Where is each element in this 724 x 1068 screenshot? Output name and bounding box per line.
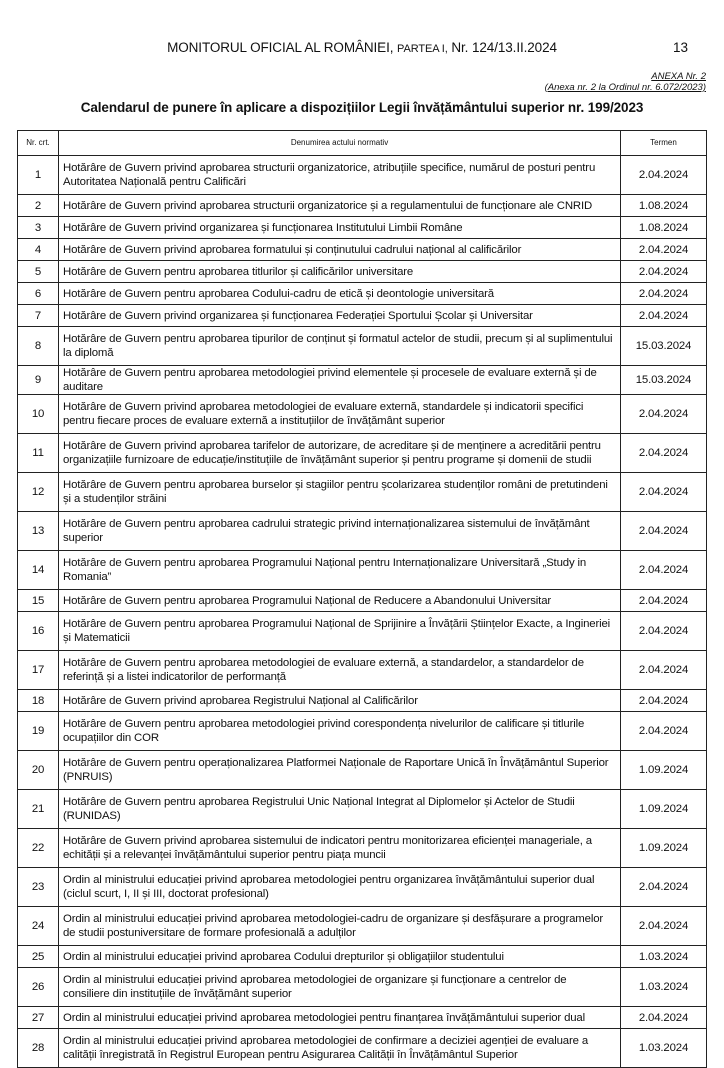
row-number: 19 — [18, 712, 59, 751]
row-number: 6 — [18, 283, 59, 305]
term-date: 1.03.2024 — [621, 946, 707, 968]
term-date: 1.09.2024 — [621, 790, 707, 829]
table-row — [18, 790, 707, 829]
row-number: 11 — [18, 434, 59, 473]
table-row — [18, 217, 707, 239]
act-name: Hotărâre de Guvern pentru aprobarea Programului Național de Sprijinire a Învățării Științelor Exacte, a Ingineriei și Matematicii — [59, 612, 621, 651]
publication-name: MONITORUL OFICIAL AL ROMÂNIEI, — [167, 40, 394, 55]
calendar-table — [17, 130, 707, 1068]
term-date: 2.04.2024 — [621, 261, 707, 283]
act-name: Hotărâre de Guvern privind aprobarea formatului și conținutului cadrului național al calificărilor — [59, 239, 621, 261]
act-name: Hotărâre de Guvern privind aprobarea metodologiei de evaluare externă, standardele și indicatorii specifici pentru fiecare proces de evaluare externă a instituțiilor de învățământ superior — [59, 395, 621, 434]
row-number: 10 — [18, 395, 59, 434]
table-row — [18, 261, 707, 283]
annex-reference: (Anexa nr. 2 la Ordinul nr. 6.072/2023) — [544, 82, 706, 93]
table-row — [18, 612, 707, 651]
row-number: 26 — [18, 968, 59, 1007]
row-number: 16 — [18, 612, 59, 651]
act-name: Ordin al ministrului educației privind aprobarea metodologiei pentru organizarea învățământului superior dual (ciclul scurt, I, II și III, doctorat profesional) — [59, 868, 621, 907]
term-date: 2.04.2024 — [621, 305, 707, 327]
table-row — [18, 195, 707, 217]
page-number: 13 — [672, 40, 688, 55]
table-row — [18, 868, 707, 907]
act-name: Hotărâre de Guvern privind aprobarea structurii organizatorice, atribuțiile specifice, numărul de posturi pentru Autoritatea Națională pentru Calificări — [59, 156, 621, 195]
row-number: 28 — [18, 1029, 59, 1068]
table-row — [18, 366, 707, 395]
act-name: Hotărâre de Guvern pentru aprobarea Programului Național de Reducere a Abandonului Universitar — [59, 590, 621, 612]
row-number: 12 — [18, 473, 59, 512]
annex-number: ANEXA Nr. 2 — [651, 71, 706, 82]
term-date: 2.04.2024 — [621, 1007, 707, 1029]
act-name: Hotărâre de Guvern pentru aprobarea metodologiei privind elementele și procesele de evaluare externă și de auditare — [59, 366, 621, 395]
term-date: 2.04.2024 — [621, 612, 707, 651]
term-date: 1.08.2024 — [621, 195, 707, 217]
table-row — [18, 590, 707, 612]
column-header-nr: Nr. crt. — [18, 131, 59, 156]
row-number: 25 — [18, 946, 59, 968]
act-name: Ordin al ministrului educației privind aprobarea metodologiei-cadru de organizare și desfășurare a programelor de studii postuniversitare de formare profesională a adulților — [59, 907, 621, 946]
row-number: 15 — [18, 590, 59, 612]
publication-issue: Nr. 124/13.II.2024 — [451, 40, 557, 55]
table-row — [18, 651, 707, 690]
term-date: 2.04.2024 — [621, 512, 707, 551]
term-date: 2.04.2024 — [621, 473, 707, 512]
act-name: Hotărâre de Guvern pentru aprobarea metodologiei privind corespondența nivelurilor de calificare și titlurile ocupațiilor din COR — [59, 712, 621, 751]
term-date: 2.04.2024 — [621, 907, 707, 946]
act-name: Hotărâre de Guvern pentru aprobarea cadrului strategic privind internaționalizarea sistemului de învățământ superior — [59, 512, 621, 551]
table-row — [18, 551, 707, 590]
row-number: 18 — [18, 690, 59, 712]
table-row — [18, 1029, 707, 1068]
term-date: 2.04.2024 — [621, 156, 707, 195]
term-date: 1.08.2024 — [621, 217, 707, 239]
row-number: 5 — [18, 261, 59, 283]
table-body — [18, 156, 707, 1068]
table-row — [18, 239, 707, 261]
term-date: 2.04.2024 — [621, 395, 707, 434]
term-date: 1.03.2024 — [621, 1029, 707, 1068]
row-number: 3 — [18, 217, 59, 239]
term-date: 2.04.2024 — [621, 239, 707, 261]
row-number: 27 — [18, 1007, 59, 1029]
table-row — [18, 305, 707, 327]
publication-header — [0, 40, 724, 55]
row-number: 20 — [18, 751, 59, 790]
table-row — [18, 829, 707, 868]
term-date: 2.04.2024 — [621, 868, 707, 907]
act-name: Ordin al ministrului educației privind aprobarea metodologiei pentru finanțarea învățământului superior dual — [59, 1007, 621, 1029]
term-date: 15.03.2024 — [621, 366, 707, 395]
table-header-row — [18, 131, 707, 156]
term-date: 1.03.2024 — [621, 968, 707, 1007]
row-number: 23 — [18, 868, 59, 907]
term-date: 2.04.2024 — [621, 434, 707, 473]
publication-part: PARTEA I, — [397, 43, 448, 55]
annex-label — [545, 71, 706, 93]
column-header-term: Termen — [621, 131, 707, 156]
term-date: 1.09.2024 — [621, 751, 707, 790]
row-number: 8 — [18, 327, 59, 366]
table-row — [18, 395, 707, 434]
term-date: 2.04.2024 — [621, 551, 707, 590]
term-date: 2.04.2024 — [621, 651, 707, 690]
term-date: 15.03.2024 — [621, 327, 707, 366]
act-name: Hotărâre de Guvern privind aprobarea sistemului de indicatori pentru monitorizarea eficienței manageriale, a echității și a relevanței învățământului superior pentru piața muncii — [59, 829, 621, 868]
term-date: 2.04.2024 — [621, 590, 707, 612]
table-row — [18, 907, 707, 946]
table-row — [18, 1007, 707, 1029]
act-name: Ordin al ministrului educației privind aprobarea Codului drepturilor și obligațiilor studentului — [59, 946, 621, 968]
table-row — [18, 512, 707, 551]
row-number: 17 — [18, 651, 59, 690]
row-number: 4 — [18, 239, 59, 261]
row-number: 9 — [18, 366, 59, 395]
row-number: 7 — [18, 305, 59, 327]
act-name: Hotărâre de Guvern privind aprobarea tarifelor de autorizare, de acreditare și de menținere a acreditării pentru organizațiile furnizoare de educație/instituțiile de învățământ superior și pentru programe și domenii de studii — [59, 434, 621, 473]
act-name: Hotărâre de Guvern pentru operaționalizarea Platformei Naționale de Raportare Unică în Învățământul Superior (PNRUIS) — [59, 751, 621, 790]
document-title: Calendarul de punere în aplicare a dispozițiilor Legii învățământului superior nr. 199/2023 — [80, 100, 644, 115]
term-date: 2.04.2024 — [621, 690, 707, 712]
row-number: 1 — [18, 156, 59, 195]
column-header-name: Denumirea actului normativ — [59, 131, 621, 156]
table-row — [18, 690, 707, 712]
table-row — [18, 946, 707, 968]
act-name: Ordin al ministrului educației privind aprobarea metodologiei de confirmare a deciziei agenției de evaluare a calității înregistrată în Registrul European pentru Asigurarea Calității în Învățământul Superior — [59, 1029, 621, 1068]
act-name: Hotărâre de Guvern privind organizarea și funcționarea Federației Sportului Școlar și Universitar — [59, 305, 621, 327]
row-number: 21 — [18, 790, 59, 829]
term-date: 2.04.2024 — [621, 712, 707, 751]
table-row — [18, 156, 707, 195]
row-number: 22 — [18, 829, 59, 868]
act-name: Hotărâre de Guvern pentru aprobarea titlurilor și calificărilor universitare — [59, 261, 621, 283]
act-name: Hotărâre de Guvern privind aprobarea Registrului Național al Calificărilor — [59, 690, 621, 712]
table-row — [18, 434, 707, 473]
act-name: Hotărâre de Guvern pentru aprobarea Codului-cadru de etică și deontologie universitară — [59, 283, 621, 305]
act-name: Hotărâre de Guvern privind organizarea și funcționarea Institutului Limbii Române — [59, 217, 621, 239]
page-header — [0, 40, 724, 60]
row-number: 14 — [18, 551, 59, 590]
table-row — [18, 473, 707, 512]
table-row — [18, 751, 707, 790]
table-row — [18, 327, 707, 366]
term-date: 1.09.2024 — [621, 829, 707, 868]
row-number: 13 — [18, 512, 59, 551]
act-name: Hotărâre de Guvern pentru aprobarea tipurilor de conținut și formatul actelor de studii, precum și al suplimentului la diplomă — [59, 327, 621, 366]
act-name: Hotărâre de Guvern pentru aprobarea Programului Național pentru Internaționalizare Universitară „Study in Romania” — [59, 551, 621, 590]
row-number: 24 — [18, 907, 59, 946]
act-name: Hotărâre de Guvern pentru aprobarea metodologiei de evaluare externă, a standardelor, a standardelor de referință și a listei indicatorilor de performanță — [59, 651, 621, 690]
act-name: Ordin al ministrului educației privind aprobarea metodologiei de organizare și funcționare a centrelor de consiliere din instituțiile de învățământ superior — [59, 968, 621, 1007]
row-number: 2 — [18, 195, 59, 217]
term-date: 2.04.2024 — [621, 283, 707, 305]
table-row — [18, 968, 707, 1007]
act-name: Hotărâre de Guvern privind aprobarea structurii organizatorice și a regulamentului de funcționare ale CNRID — [59, 195, 621, 217]
act-name: Hotărâre de Guvern pentru aprobarea Registrului Unic Național Integrat al Diplomelor și Actelor de Studii (RUNIDAS) — [59, 790, 621, 829]
table-row — [18, 283, 707, 305]
table-row — [18, 712, 707, 751]
act-name: Hotărâre de Guvern pentru aprobarea burselor și stagiilor pentru școlarizarea studenților români de pretutindeni și a studenților străini — [59, 473, 621, 512]
